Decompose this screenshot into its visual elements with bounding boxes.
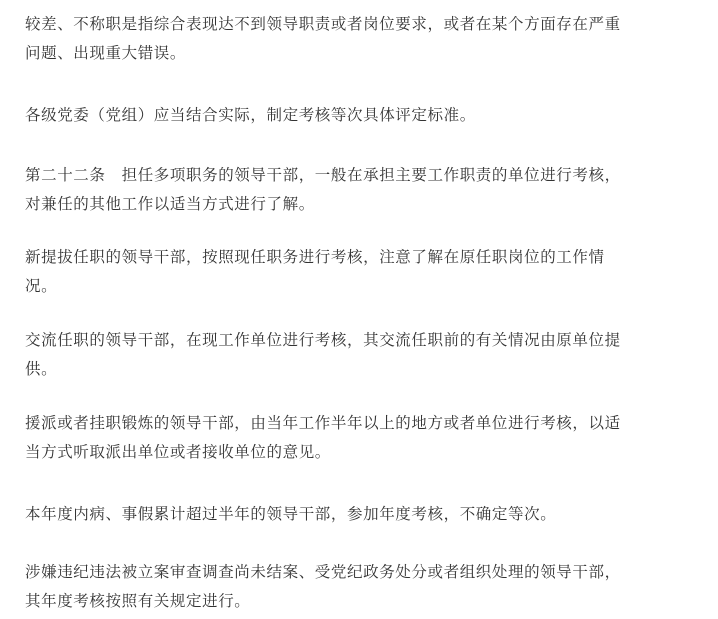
- paragraph-poor-incompetent-definition: [25, 10, 695, 68]
- paragraph-transferred: [25, 326, 695, 384]
- text-line: 各级党委（党组）应当结合实际，制定考核等次具体评定标准。: [25, 106, 476, 124]
- text-line: 本年度内病、事假累计超过半年的领导干部，参加年度考核，不确定等次。: [25, 505, 557, 523]
- paragraph-article-22: [25, 161, 695, 219]
- paragraph-seconded: [25, 409, 695, 467]
- paragraph-newly-promoted: [25, 243, 695, 301]
- text-line: 供。: [25, 360, 58, 378]
- text-line: 问题、出现重大错误。: [25, 44, 187, 62]
- text-line: 新提拔任职的领导干部，按照现任职务进行考核，注意了解在原任职岗位的工作情: [25, 248, 605, 266]
- text-line: 况。: [25, 277, 58, 295]
- text-line: 其年度考核按照有关规定进行。: [25, 592, 251, 610]
- text-line: 当方式听取派出单位或者接收单位的意见。: [25, 443, 331, 461]
- paragraph-evaluation-standards: [25, 101, 695, 130]
- text-line: 援派或者挂职锻炼的领导干部，由当年工作半年以上的地方或者单位进行考核，以适: [25, 414, 621, 432]
- text-line: 较差、不称职是指综合表现达不到领导职责或者岗位要求，或者在某个方面存在严重: [25, 15, 621, 33]
- paragraph-leave-over-half-year: [25, 500, 695, 529]
- paragraph-under-investigation: [25, 558, 695, 616]
- text-line: 交流任职的领导干部，在现工作单位进行考核，其交流任职前的有关情况由原单位提: [25, 331, 621, 349]
- text-line: 第二十二条 担任多项职务的领导干部，一般在承担主要工作职责的单位进行考核，: [25, 166, 621, 184]
- text-line: 对兼任的其他工作以适当方式进行了解。: [25, 195, 315, 213]
- text-line: 涉嫌违纪违法被立案审查调查尚未结案、受党纪政务处分或者组织处理的领导干部，: [25, 563, 621, 581]
